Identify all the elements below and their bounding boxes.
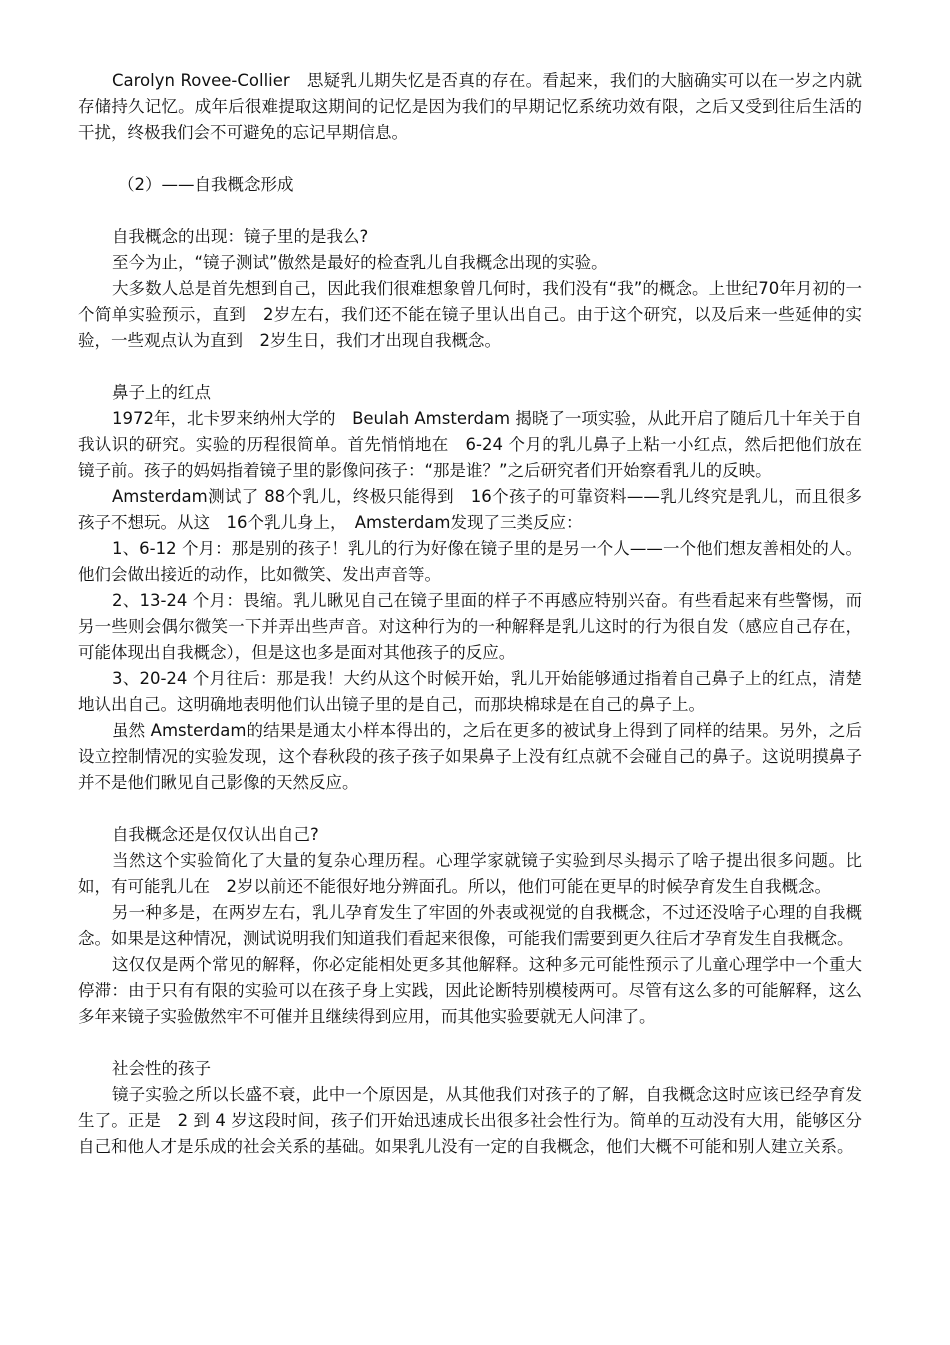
spacer [78,796,862,822]
list-item: 2、13-24 个月：畏缩。乳儿瞅见自己在镜子里面的样子不再感应特别兴奋。有些看起来有些警惕，而另一些则会偶尔微笑一下并弄出些声音。对这种行为的一种解释是乳儿这时的行为很自发（感应自己存在，可能体现出自我概念），但是这也多是面对其他孩子的反应。 [78,591,862,662]
paragraph: 另一种多是，在两岁左右，乳儿孕育发生了牢固的外表或视觉的自我概念，不过还没啥子心理的自我概念。如果是这种情况，测试说明我们知道我们看起来很像，可能我们需要到更久往后才孕育发生自我概念。 [78,903,862,948]
paragraph: Amsterdam测试了 88个乳儿，终极只能得到 16个孩子的可靠资料——乳儿终究是乳儿，而且很多孩子不想玩。从这 16个乳儿身上， Amsterdam发现了三类反应： [78,487,862,532]
list-item: 3、20-24 个月往后：那是我！大约从这个时候开始，乳儿开始能够通过指着自己鼻子上的红点，清楚地认出自己。这明确地表明他们认出镜子里的是自己，而那块棉球是在自己的鼻子上。 [78,669,862,714]
intro-paragraph: Carolyn Rovee-Collier 思疑乳儿期失忆是否真的存在。看起来，我们的大脑确实可以在一岁之内就存储持久记忆。成年后很难提取这期间的记忆是因为我们的早期记忆系统功效有限，之后又受到往后生活的干扰，终极我们会不可避免的忘记早期信息。 [78,71,862,142]
spacer [78,1030,862,1056]
paragraph: 镜子实验之所以长盛不衰，此中一个原因是，从其他我们对孩子的了解，自我概念这时应该已经孕育发生了。正是 2 到 4 岁这段时间，孩子们开始迅速成长出很多社会性行为。简单的互动没有大用，能够区分自己和他人才是乐成的社会关系的基础。如果乳儿没有一定的自我概念，他们大概不可能和别人建立关系。 [78,1085,862,1156]
section-heading: （2）——自我概念形成 [118,175,294,194]
paragraph: 至今为止，“镜子测试”傲然是最好的检查乳儿自我概念出现的实验。 [112,253,608,272]
document-page [78,68,862,1160]
spacer [78,146,862,172]
paragraph: 虽然 Amsterdam的结果是通太小样本得出的，之后在更多的被试身上得到了同样的结果。另外，之后设立控制情况的实验发现，这个春秋段的孩子孩子如果鼻子上没有红点就不会碰自己的鼻子。这说明摸鼻子并不是他们瞅见自己影像的天然反应。 [78,721,862,792]
subsection-heading-social: 社会性的孩子 [112,1059,211,1078]
paragraph: 大多数人总是首先想到自己，因此我们很难想象曾几何时，我们没有“我”的概念。上世纪70年月初的一个简单实验预示，直到 2岁左右，我们还不能在镜子里认出自己。由于这个研究，以及后来一些延伸的实验，一些观点认为直到 2岁生日，我们才出现自我概念。 [78,279,862,350]
spacer [78,198,862,224]
paragraph: 当然这个实验简化了大量的复杂心理历程。心理学家就镜子实验到尽头揭示了啥子提出很多问题。比如，有可能乳儿在 2岁以前还不能很好地分辨面孔。所以，他们可能在更早的时候孕育发生自我概念。 [78,851,862,896]
subsection-heading-recognition: 自我概念还是仅仅认出自己? [112,825,319,844]
question-heading: 自我概念的出现：镜子里的是我么? [112,227,369,246]
paragraph: 这仅仅是两个常见的解释，你必定能相处更多其他解释。这种多元可能性预示了儿童心理学中一个重大停滞：由于只有有限的实验可以在孩子身上实践，因此论断特别模棱两可。尽管有这么多的可能解释，这么多年来镜子实验傲然牢不可催并且继续得到应用，而其他实验要就无人问津了。 [78,955,862,1026]
list-item: 1、6-12 个月：那是别的孩子！乳儿的行为好像在镜子里的是另一个人——一个他们想友善相处的人。他们会做出接近的动作，比如微笑、发出声音等。 [78,539,862,584]
spacer [78,354,862,380]
subsection-heading-red-dot: 鼻子上的红点 [112,383,211,402]
paragraph: 1972年，北卡罗来纳州大学的 Beulah Amsterdam 揭晓了一项实验，从此开启了随后几十年关于自我认识的研究。实验的历程很简单。首先悄悄地在 6-24 个月的乳儿鼻子上粘一小红点，然后把他们放在镜子前。孩子的妈妈指着镜子里的影像问孩子：“那是谁？”之后研究者们开始察看乳儿的反映。 [78,409,862,480]
